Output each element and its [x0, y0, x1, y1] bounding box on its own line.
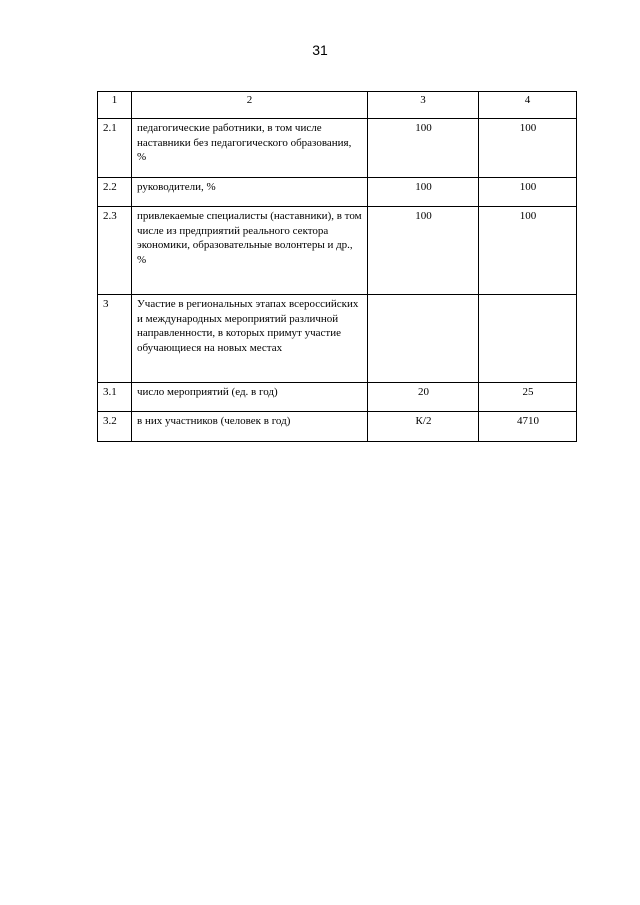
row-value-col3: 100 — [368, 178, 479, 207]
row-description: в них участников (человек в год) — [132, 412, 368, 442]
row-value-col4: 25 — [479, 383, 577, 412]
table-row — [98, 119, 577, 178]
row-value-col3 — [368, 295, 479, 383]
table-row — [98, 178, 577, 207]
table-row — [98, 207, 577, 295]
header-cell-1: 1 — [98, 92, 132, 119]
header-cell-4: 4 — [479, 92, 577, 119]
row-description: Участие в региональных этапах всероссийских и международных мероприятий различной направленности, в которых примут участие обучающиеся на новых местах — [132, 295, 368, 383]
row-value-col3: 20 — [368, 383, 479, 412]
row-number: 2.2 — [98, 178, 132, 207]
row-value-col4: 100 — [479, 119, 577, 178]
row-value-col3: 100 — [368, 207, 479, 295]
row-value-col4: 100 — [479, 178, 577, 207]
row-description: привлекаемые специалисты (наставники), в том числе из предприятий реального сектора экономики, образовательные волонтеры и др., % — [132, 207, 368, 295]
row-value-col4: 4710 — [479, 412, 577, 442]
table-row — [98, 383, 577, 412]
table-row — [98, 412, 577, 442]
table-row — [98, 295, 577, 383]
header-cell-2: 2 — [132, 92, 368, 119]
row-description: число мероприятий (ед. в год) — [132, 383, 368, 412]
header-cell-3: 3 — [368, 92, 479, 119]
row-description: педагогические работники, в том числе наставники без педагогического образования, % — [132, 119, 368, 178]
page-number: 31 — [312, 42, 328, 58]
row-value-col4 — [479, 295, 577, 383]
row-number: 3.2 — [98, 412, 132, 442]
row-value-col4: 100 — [479, 207, 577, 295]
row-value-col3: К/2 — [368, 412, 479, 442]
row-number: 2.3 — [98, 207, 132, 295]
row-description: руководители, % — [132, 178, 368, 207]
row-number: 3.1 — [98, 383, 132, 412]
row-number: 2.1 — [98, 119, 132, 178]
data-table — [97, 91, 577, 442]
table-header-row — [98, 92, 577, 119]
row-number: 3 — [98, 295, 132, 383]
row-value-col3: 100 — [368, 119, 479, 178]
